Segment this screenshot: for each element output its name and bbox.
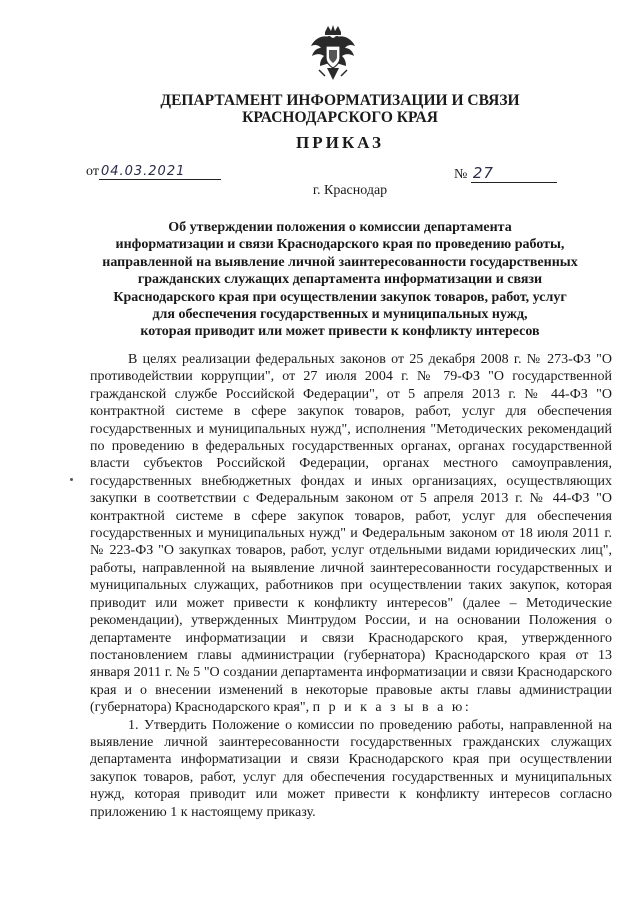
document-subject (100, 219, 580, 341)
date-field (86, 164, 221, 180)
document-type: ПРИКАЗ (296, 133, 384, 152)
subject-line: информатизации и связи Краснодарского края по проведению работы, (115, 237, 565, 253)
paragraph-preamble (90, 351, 612, 717)
preamble-text: В целях реализации федеральных законов от 25 декабря 2008 г. № 273-ФЗ "О противодействии коррупции", от 27 июля 2004 г. № 79-ФЗ "О государственной гражданской службе Российской Федерации", от 5 апреля 2013 г. № 44-ФЗ "О контрактной системе в сфере закупок товаров, работ, услуг для обеспечения государственных и муниципальных нужд", исполнения "Методических рекомендаций по проведению в федеральных государственных органах, органах государственной власти субъектов Российской Федерации, органах местного самоуправления, государственных внебюджетных фондах и иных организациях, осуществляющих закупки в соответствии с Федеральным законом от 5 апреля 2013 г. № 44-ФЗ "О контрактной системе в сфере закупок товаров, работ, услуг для обеспечения государственных и муниципальных нужд" и Федеральным законом от 18 июля 2011 г. № 223-ФЗ "О закупках товаров, работ, услуг отдельными видами юридических лиц", работы, направленной на выявление личной заинтересованности государственных и муниципальных служащих, работников при осуществлении таких закупок, которая приводит или может привести к конфликту интересов" (далее – Методические рекомендации), утвержденных Минтрудом России, и на основании Положения о департаменте информатизации и связи Краснодарского края, утвержденного постановлением главы администрации (губернатора) Краснодарского края от 13 января 2011 г. № 5 "О создании департамента информатизации и связи Краснодарского края и о внесении изменений в некоторые правовые акты главы администрации (губернатора) Краснодарского края", (90, 352, 612, 716)
department-line-1: ДЕПАРТАМЕНТ ИНФОРМАТИЗАЦИИ И СВЯЗИ (160, 92, 520, 109)
subject-line: гражданских служащих департамента информатизации и связи (137, 272, 543, 288)
order-word: п р и к а з ы в а ю: (312, 700, 472, 716)
coat-of-arms-icon (305, 24, 361, 84)
number-field (454, 164, 557, 183)
subject-line: Краснодарского края при осуществлении закупок товаров, работ, услуг (113, 289, 567, 305)
subject-line: Об утверждении положения о комиссии департамента (168, 220, 512, 235)
number-value: 27 (471, 164, 557, 183)
date-prefix: от (86, 164, 99, 179)
paragraph-item-1: 1. Утвердить Положение о комиссии по проведению работы, направленной на выявление личной заинтересованности государственных гражданских служащих департамента информатизации и связи Краснодарского края при осуществлении закупок товаров, работ, услуг для обеспечения государственных и муниципальных нужд, которая приводит или может привести к конфликту интересов согласно приложению 1 к настоящему приказу. (90, 717, 612, 820)
department-line-2: КРАСНОДАРСКОГО КРАЯ (242, 109, 438, 126)
city: г. Краснодар (312, 183, 388, 198)
department-name (90, 92, 590, 126)
document-body (90, 351, 612, 821)
scan-dot (70, 478, 73, 481)
subject-line: для обеспечения государственных и муниципальных нужд, (152, 307, 528, 323)
date-value: 04.03.2021 (99, 164, 221, 180)
number-prefix: № (454, 167, 468, 182)
subject-line: направленной на выявление личной заинтересованности государственных (102, 254, 578, 270)
subject-line: которая приводит или может привести к конфликту интересов (140, 324, 540, 340)
